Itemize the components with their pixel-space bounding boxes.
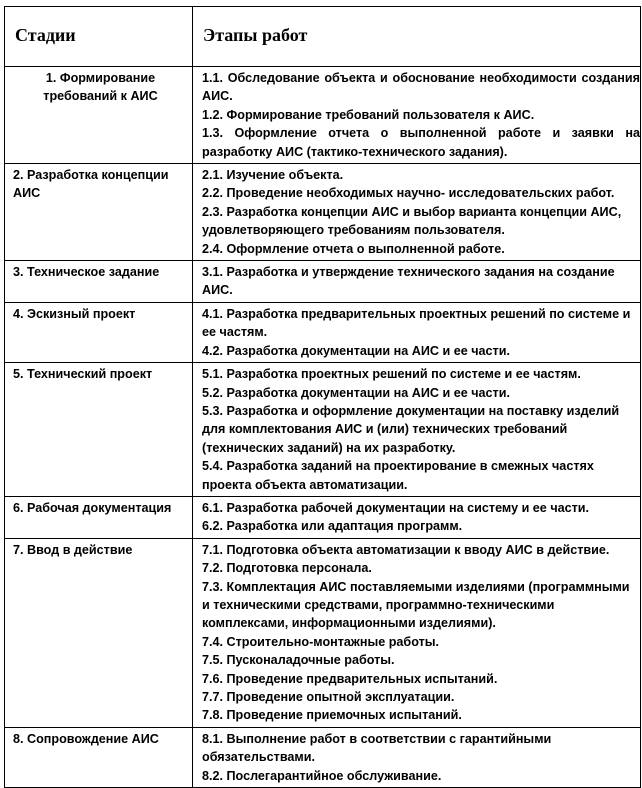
ais-stages-table bbox=[4, 6, 641, 788]
step-item: 5.4. Разработка заданий на проектирование в смежных частях проекта объекта автоматизации. bbox=[202, 459, 594, 492]
header-steps: Этапы работ bbox=[193, 7, 641, 67]
steps-cell bbox=[193, 67, 641, 164]
stage-cell bbox=[5, 538, 193, 727]
stage-label: 4. Эскизный проект bbox=[13, 306, 136, 321]
step-item: 7.5. Пусконаладочные работы. bbox=[202, 653, 395, 668]
table-row bbox=[5, 727, 641, 787]
stage-label: 7. Ввод в действие bbox=[13, 542, 133, 557]
step-item: 5.1. Разработка проектных решений по системе и ее частям. bbox=[202, 367, 581, 382]
steps-cell bbox=[193, 363, 641, 497]
steps-cell bbox=[193, 302, 641, 362]
stage-cell bbox=[5, 67, 193, 164]
document-page bbox=[4, 6, 640, 788]
steps-cell bbox=[193, 261, 641, 303]
table-row bbox=[5, 496, 641, 538]
table-header-row bbox=[5, 7, 641, 67]
stage-cell bbox=[5, 164, 193, 261]
step-item: 7.3. Комплектация АИС поставляемыми изделиями (программными и техническими средствами, программно-техническими комплексами, информационными изделиями). bbox=[202, 579, 630, 631]
step-item: 8.2. Послегарантийное обслуживание. bbox=[202, 768, 442, 783]
stage-label: 6. Рабочая документация bbox=[13, 500, 172, 515]
step-item: 7.2. Подготовка персонала. bbox=[202, 561, 372, 576]
header-stages: Стадии bbox=[5, 7, 193, 67]
step-item: 4.1. Разработка предварительных проектных решений по системе и ее частям. bbox=[202, 306, 631, 340]
stage-cell bbox=[5, 261, 193, 303]
stage-label: 2. Разработка концепции АИС bbox=[13, 168, 169, 201]
stage-cell bbox=[5, 302, 193, 362]
step-item: 7.6. Проведение предварительных испытаний. bbox=[202, 671, 498, 686]
table-row bbox=[5, 538, 641, 727]
table-row bbox=[5, 261, 641, 303]
step-item: 2.1. Изучение объекта. bbox=[202, 168, 344, 183]
table-row bbox=[5, 363, 641, 497]
table-row bbox=[5, 302, 641, 362]
steps-cell bbox=[193, 496, 641, 538]
stage-label: 3. Техническое задание bbox=[13, 265, 160, 280]
step-item: 1.3. Оформление отчета о выполненной работе и заявки на разработку АИС (тактико-технического задания). bbox=[202, 126, 640, 159]
stage-label: 5. Технический проект bbox=[13, 367, 153, 382]
step-item: 5.2. Разработка документации на АИС и ее части. bbox=[202, 385, 510, 400]
step-item: 1.2. Формирование требований пользователя к АИС. bbox=[202, 107, 535, 122]
step-item: 7.8. Проведение приемочных испытаний. bbox=[202, 708, 462, 723]
stage-cell bbox=[5, 363, 193, 497]
step-item: 3.1. Разработка и утверждение технического задания на создание АИС. bbox=[202, 265, 615, 298]
steps-cell bbox=[193, 538, 641, 727]
stage-label: 8. Сопровождение АИС bbox=[13, 731, 159, 746]
step-item: 5.3. Разработка и оформление документации на поставку изделий для комплектования АИС и (или) технических требований (технических заданий) на их разработку. bbox=[202, 403, 620, 455]
steps-cell bbox=[193, 727, 641, 787]
stage-cell bbox=[5, 727, 193, 787]
step-item: 1.1. Обследование объекта и обоснование необходимости создания АИС. bbox=[202, 71, 640, 104]
table-row bbox=[5, 164, 641, 261]
step-item: 6.1. Разработка рабочей документации на систему и ее части. bbox=[202, 500, 590, 515]
step-item: 8.1. Выполнение работ в соответствии с гарантийными обязательствами. bbox=[202, 731, 552, 765]
step-item: 7.1. Подготовка объекта автоматизации к вводу АИС в действие. bbox=[202, 542, 610, 557]
stage-cell bbox=[5, 496, 193, 538]
step-item: 2.4. Оформление отчета о выполненной работе. bbox=[202, 241, 505, 256]
step-item: 4.2. Разработка документации на АИС и ее части. bbox=[202, 343, 510, 358]
step-item: 7.4. Строительно-монтажные работы. bbox=[202, 634, 439, 649]
step-item: 7.7. Проведение опытной эксплуатации. bbox=[202, 690, 455, 704]
table-row bbox=[5, 67, 641, 164]
stage-label: 1. Формирование требований к АИС bbox=[43, 71, 158, 104]
steps-cell bbox=[193, 164, 641, 261]
step-item: 6.2. Разработка или адаптация программ. bbox=[202, 519, 463, 534]
step-item: 2.3. Разработка концепции АИС и выбор варианта концепции АИС, удовлетворяющего требованиям пользователя. bbox=[202, 204, 622, 238]
step-item: 2.2. Проведение необходимых научно- исследовательских работ. bbox=[202, 186, 615, 201]
